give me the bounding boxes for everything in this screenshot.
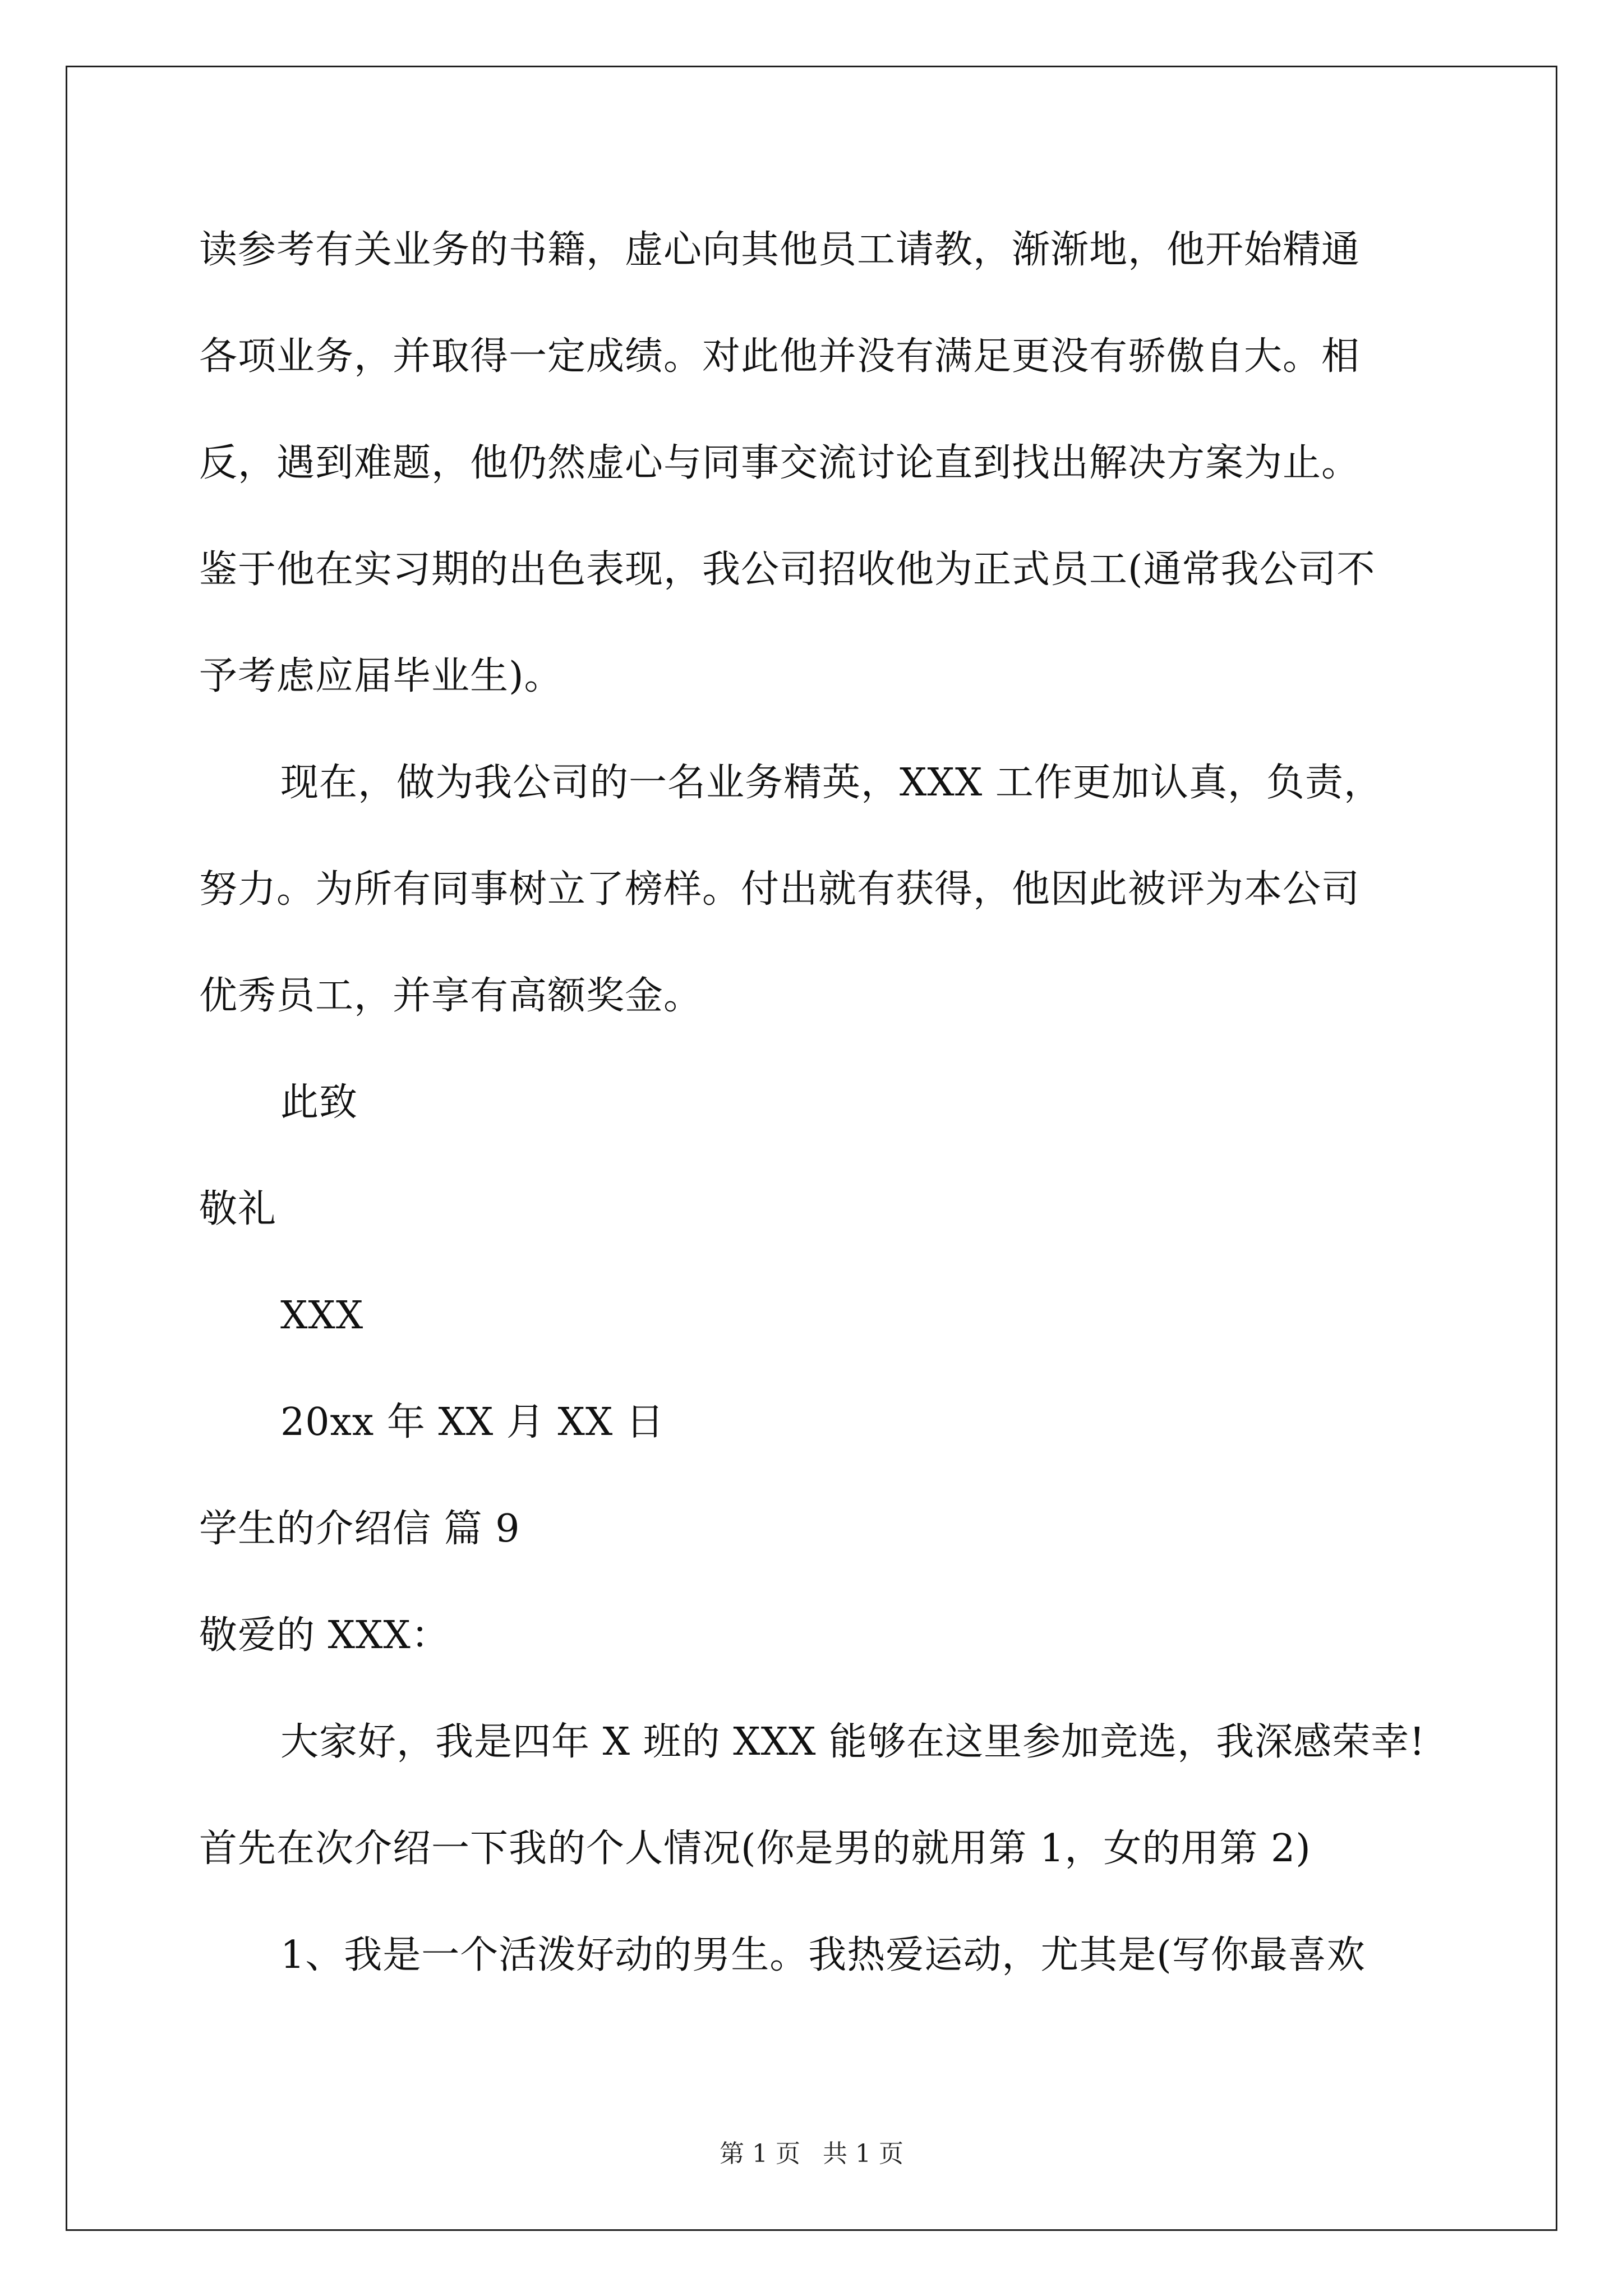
body-line: 读参考有关业务的书籍，虚心向其他员工请教，渐渐地，他开始精通	[199, 228, 1361, 272]
body-line: 大家好，我是四年 X 班的 XXX 能够在这里参加竞选，我深感荣幸!	[280, 1720, 1426, 1764]
body-line: 首先在次介绍一下我的个人情况(你是男的就用第 1，女的用第 2)	[199, 1826, 1311, 1871]
body-line: 努力。为所有同事树立了榜样。付出就有获得，他因此被评为本公司	[199, 867, 1361, 912]
closing-regards: 敬礼	[199, 1187, 277, 1231]
body-line: 反，遇到难题，他仍然虚心与同事交流讨论直到找出解决方案为止。	[199, 441, 1361, 485]
body-line: 鉴于他在实习期的出色表现，我公司招收他为正式员工(通常我公司不	[199, 547, 1376, 592]
page-number: 第 1 页	[720, 2139, 800, 2168]
letter-greeting: 敬爱的 XXX：	[199, 1613, 450, 1658]
section-heading: 学生的介绍信 篇 9	[199, 1507, 520, 1551]
body-line: 予考虑应届毕业生)。	[199, 654, 563, 698]
page-footer	[0, 2138, 1623, 2170]
body-line: 现在，做为我公司的一名业务精英，XXX 工作更加认真，负责，	[280, 761, 1382, 805]
closing-salutation: 此致	[280, 1080, 358, 1125]
body-line: 各项业务，并取得一定成绩。对此他并没有满足更没有骄傲自大。相	[199, 334, 1361, 379]
page-border	[66, 66, 1557, 2231]
page-total: 共 1 页	[823, 2139, 903, 2168]
body-line: 1、我是一个活泼好动的男生。我热爱运动，尤其是(写你最喜欢	[280, 1933, 1366, 1977]
signature-date: 20xx 年 XX 月 XX 日	[280, 1400, 665, 1444]
signature-name: XXX	[280, 1294, 364, 1338]
body-line: 优秀员工，并享有高额奖金。	[199, 974, 703, 1018]
